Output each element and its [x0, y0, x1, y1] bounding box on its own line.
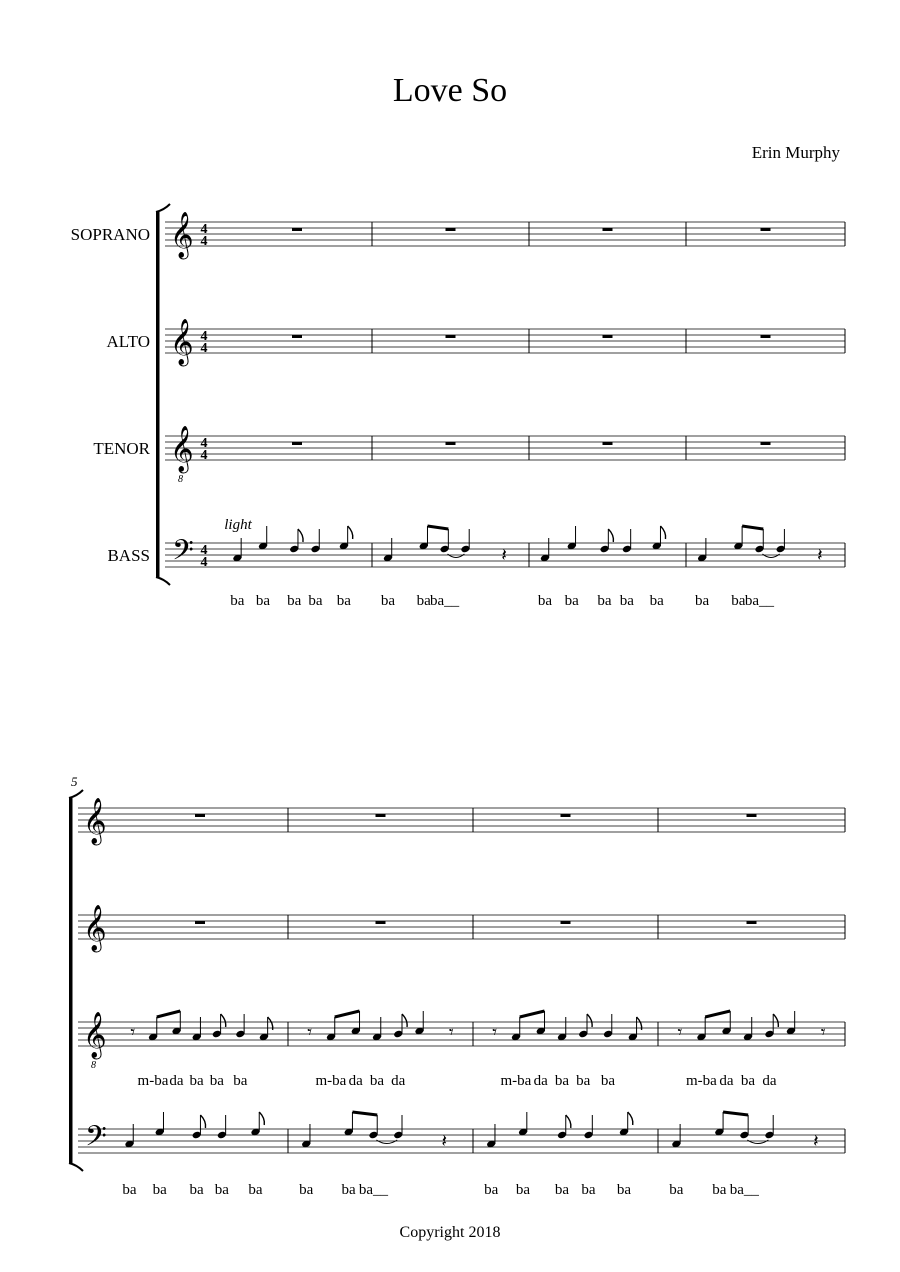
lyric-syllable: ba__	[744, 593, 775, 609]
whole-rest	[603, 335, 613, 338]
lyric-syllable: ba	[649, 593, 664, 609]
lyric-syllable: ba	[597, 593, 612, 609]
lyric-syllable: da	[719, 1073, 734, 1089]
lyric-syllable: ba	[515, 1182, 531, 1198]
treble-clef-icon: 𝄞	[170, 319, 194, 364]
lyric-syllable: ba	[336, 593, 351, 609]
measure-number: 5	[71, 774, 78, 789]
tempo-marking: light	[224, 517, 252, 533]
lyric-syllable: ba	[576, 1073, 591, 1089]
time-signature-denominator: 4	[200, 234, 208, 249]
part-name-soprano: SOPRANO	[70, 225, 150, 244]
whole-rest	[561, 814, 571, 817]
bracket-top-hook	[69, 790, 83, 798]
tenor-beam	[157, 1011, 181, 1017]
tenor-flag	[773, 1014, 778, 1027]
treble-clef-icon: 𝄞	[83, 1012, 107, 1057]
lyric-syllable: ba	[694, 593, 710, 609]
bass-quarter-rest: 𝄽	[817, 545, 823, 565]
tenor-flag	[587, 1014, 592, 1027]
bracket-top-hook	[156, 204, 170, 212]
bracket-bottom-hook	[156, 577, 170, 585]
lyric-syllable: ba	[189, 1182, 204, 1198]
bass-clef-icon: 𝄢	[85, 1122, 107, 1159]
part-name-tenor: TENOR	[93, 439, 150, 458]
whole-rest	[446, 335, 456, 338]
lyric-syllable: ba	[554, 1073, 570, 1089]
time-signature-numerator: 4	[200, 543, 208, 558]
composer-name: Erin Murphy	[751, 143, 840, 162]
tenor-eighth-rest: 𝄾	[307, 1022, 313, 1042]
lyric-syllable: da	[762, 1073, 777, 1089]
lyric-syllable: da	[533, 1073, 548, 1089]
lyric-syllable: ba	[230, 593, 245, 609]
lyric-syllable: ba__	[358, 1182, 389, 1198]
whole-rest	[761, 335, 771, 338]
bass-flag	[628, 1112, 633, 1125]
lyric-syllable: ba	[152, 1182, 167, 1198]
bass-flag	[566, 1115, 571, 1128]
lyric-syllable: ba	[380, 593, 396, 609]
lyric-syllable: ba	[416, 593, 431, 609]
lyric-syllable: ba	[740, 1073, 756, 1089]
tenor-eighth-rest: 𝄾	[820, 1022, 826, 1042]
lyric-syllable: ba	[299, 1182, 314, 1198]
system-bracket	[156, 212, 160, 577]
score-title: Love So	[392, 72, 508, 109]
lyric-syllable: ba	[600, 1073, 616, 1089]
tenor-eighth-rest: 𝄾	[448, 1022, 454, 1042]
lyric-syllable: ba__	[729, 1182, 759, 1198]
lyric-syllable: ba	[189, 1073, 204, 1089]
tenor-eighth-rest: 𝄾	[492, 1022, 498, 1042]
lyric-syllable: ba	[214, 1182, 229, 1198]
whole-rest	[292, 335, 302, 338]
bass-flag	[348, 526, 353, 539]
bass-beam	[742, 526, 763, 529]
lyric-syllable: m-ba	[685, 1073, 717, 1089]
lyric-syllable: ba	[616, 1182, 631, 1198]
bass-beam	[723, 1112, 748, 1115]
bass-flag	[298, 529, 303, 542]
bass-clef-icon: 𝄢	[172, 536, 194, 573]
whole-rest	[603, 442, 613, 445]
octave-marker: 8	[178, 474, 183, 485]
lyric-syllable: da	[348, 1073, 363, 1089]
bass-quarter-rest: 𝄽	[441, 1131, 447, 1151]
whole-rest	[603, 228, 613, 231]
tenor-flag	[402, 1014, 407, 1027]
part-name-bass: BASS	[107, 546, 150, 565]
lyric-syllable: ba	[537, 593, 553, 609]
lyric-syllable: ba__	[429, 593, 460, 609]
whole-rest	[747, 814, 757, 817]
whole-rest	[376, 814, 386, 817]
lyric-syllable: ba	[308, 593, 323, 609]
whole-rest	[747, 921, 757, 924]
lyric-syllable: ba	[712, 1182, 727, 1198]
bass-beam	[352, 1112, 377, 1115]
whole-rest	[446, 228, 456, 231]
lyric-syllable: da	[169, 1073, 184, 1089]
treble-clef-icon: 𝄞	[170, 212, 194, 257]
whole-rest	[761, 442, 771, 445]
lyric-syllable: ba	[554, 1182, 570, 1198]
octave-marker: 8	[91, 1060, 96, 1071]
part-name-alto: ALTO	[106, 332, 150, 351]
time-signature-numerator: 4	[200, 222, 208, 237]
lyric-syllable: ba	[564, 593, 579, 609]
lyric-syllable: m-ba	[137, 1073, 169, 1089]
lyric-syllable: ba	[369, 1073, 385, 1089]
whole-rest	[292, 228, 302, 231]
whole-rest	[761, 228, 771, 231]
tie	[448, 554, 465, 558]
whole-rest	[446, 442, 456, 445]
lyric-syllable: ba	[122, 1182, 137, 1198]
lyric-syllable: ba	[581, 1182, 596, 1198]
time-signature-denominator: 4	[200, 448, 208, 463]
tenor-flag	[221, 1014, 226, 1027]
bass-quarter-rest: 𝄽	[501, 545, 507, 565]
tenor-beam	[705, 1011, 730, 1017]
lyric-syllable: ba	[209, 1073, 224, 1089]
bass-flag	[608, 529, 613, 542]
whole-rest	[195, 814, 205, 817]
lyric-syllable: da	[391, 1073, 406, 1089]
bracket-bottom-hook	[69, 1163, 83, 1171]
tie	[762, 554, 779, 558]
whole-rest	[376, 921, 386, 924]
treble-clef-icon: 𝄞	[170, 426, 194, 471]
lyric-syllable: ba	[484, 1182, 499, 1198]
tie	[747, 1140, 768, 1144]
copyright-notice: Copyright 2018	[399, 1224, 501, 1241]
lyric-syllable: ba	[287, 593, 302, 609]
lyric-syllable: ba	[669, 1182, 684, 1198]
whole-rest	[292, 442, 302, 445]
tenor-beam	[520, 1011, 545, 1017]
treble-clef-icon: 𝄞	[83, 798, 107, 843]
lyric-syllable: ba	[341, 1182, 356, 1198]
time-signature-denominator: 4	[200, 555, 208, 570]
lyric-syllable: ba	[731, 593, 746, 609]
tenor-beam	[335, 1011, 360, 1017]
bass-flag	[660, 526, 665, 539]
lyric-syllable: m-ba	[315, 1073, 347, 1089]
bass-flag	[200, 1115, 205, 1128]
lyric-syllable: ba	[248, 1182, 263, 1198]
lyric-syllable: ba	[233, 1073, 248, 1089]
bass-beam	[427, 526, 448, 529]
treble-clef-icon: 𝄞	[83, 905, 107, 950]
time-signature-numerator: 4	[200, 436, 208, 451]
time-signature-numerator: 4	[200, 329, 208, 344]
bass-flag	[259, 1112, 264, 1125]
whole-rest	[195, 921, 205, 924]
system-bracket	[69, 798, 73, 1163]
time-signature-denominator: 4	[200, 341, 208, 356]
whole-rest	[561, 921, 571, 924]
lyric-syllable: ba	[255, 593, 271, 609]
bass-quarter-rest: 𝄽	[813, 1131, 819, 1151]
tie	[376, 1140, 397, 1144]
tenor-eighth-rest: 𝄾	[677, 1022, 683, 1042]
tenor-eighth-rest: 𝄾	[130, 1022, 136, 1042]
lyric-syllable: ba	[619, 593, 634, 609]
lyric-syllable: m-ba	[500, 1073, 532, 1089]
